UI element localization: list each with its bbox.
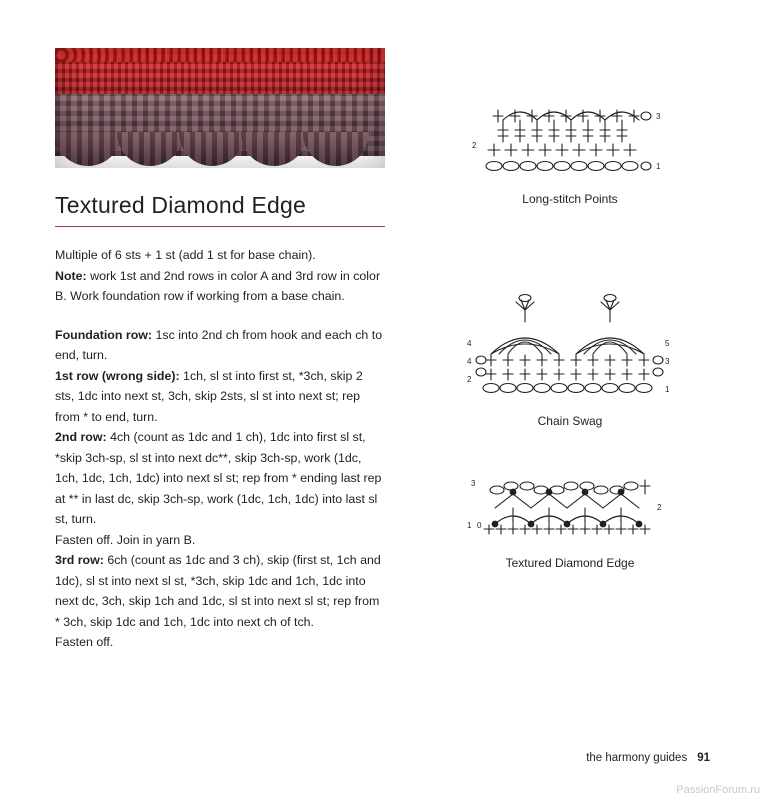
watermark: PassionForum.ru: [676, 784, 760, 796]
row-label-right-1: 1: [665, 385, 670, 394]
foundation-label: Foundation row:: [55, 327, 153, 342]
swatch-color-a-band: [55, 48, 385, 100]
instructions-body: [55, 245, 385, 653]
row-2-stitches: [498, 120, 627, 142]
diagram-caption-long-stitch-points: Long-stitch Points: [522, 192, 618, 206]
fasten-off-2: Fasten off.: [55, 635, 114, 649]
title-underline: [55, 226, 385, 227]
chain-swag-chart: [465, 242, 675, 402]
scallop: [303, 132, 369, 166]
page-footer: [586, 752, 710, 764]
row3-text: 6ch (count as 1dc and 3 ch), skip (first st, 1ch and 1dc), sl st into next sl st, *3ch, skip 1dc and 1ch, 1dc into next dc, 3ch, skip 1ch and 1dc, sl st into next sl st; rep from * 3ch, skip 1dc and 1ch, 1dc into next ch of tch.: [55, 553, 381, 629]
scallop: [241, 132, 307, 166]
base-chain-row: [483, 384, 652, 393]
side-chain-loops: [476, 356, 663, 376]
scallop: [179, 132, 245, 166]
crochet-sample-photo: [55, 48, 385, 168]
row1-label: 1st row (wrong side):: [55, 368, 180, 383]
row-label-right-1: 1: [656, 162, 661, 171]
page-title: Textured Diamond Edge: [55, 192, 306, 218]
note-paragraph: [55, 266, 385, 307]
row-2-fans: [495, 494, 639, 508]
row3-paragraph: [55, 550, 385, 632]
row2-paragraph: [55, 427, 385, 530]
row-label-left-1: 1: [467, 521, 472, 530]
swatch-scallop-row: [55, 132, 385, 168]
note-label: Note:: [55, 268, 87, 283]
row-3-stitches: [493, 110, 639, 122]
row-label-left-0: 0: [477, 521, 482, 530]
row-label-right-5: 5: [665, 339, 670, 348]
note-text: work 1st and 2nd rows in color A and 3rd row in color B. Work foundation row if working from a base chain.: [55, 268, 381, 303]
scallop: [55, 132, 121, 166]
fasten-off-1: Fasten off. Join in yarn B.: [55, 532, 196, 547]
long-stitch-points-chart: [470, 100, 670, 180]
diagram-caption-textured-diamond-edge: Textured Diamond Edge: [505, 556, 635, 570]
row-1-stitches: [488, 144, 636, 156]
row-1-stitches: [486, 369, 649, 380]
row-label-left-3: 3: [471, 479, 476, 488]
left-column: [55, 48, 385, 653]
scallop: [117, 132, 183, 166]
cluster-left: [516, 295, 534, 323]
footer-book-title: the harmony guides: [586, 752, 688, 764]
row-label-left-2: 2: [467, 375, 472, 384]
multiple-line: Multiple of 6 sts + 1 st (add 1 st for base chain).: [55, 248, 316, 262]
page-number: 91: [697, 752, 710, 764]
foundation-paragraph: [55, 325, 385, 366]
row3-label: 3rd row:: [55, 553, 104, 567]
right-column: [430, 100, 710, 570]
diagram-textured-diamond-edge: [430, 464, 710, 570]
row1-text: 1ch, sl st into first st, *3ch, skip 2 sts, 1dc into next st, 3ch, skip 2sts, sl st into next st; rep from * to end, turn.: [55, 368, 363, 424]
row-2-stitches: [486, 355, 649, 366]
row-label-right-3: 3: [665, 357, 670, 366]
diagram-caption-chain-swag: Chain Swag: [537, 414, 603, 428]
row-label-left-4a: 4: [467, 339, 472, 348]
diagram-chain-swag: [430, 242, 710, 428]
row-label-left-4b: 4: [467, 357, 472, 366]
row2-text: 4ch (count as 1dc and 1 ch), 1dc into first sl st, *skip 3ch-sp, sl st into next dc**, skip 3ch-sp, work (1dc, 1ch, 1dc, 1ch, 1dc) into next sl st; rep from * ending last rep at ** in last dc, skip 3ch-sp, work (1dc, 1ch, 1dc) into last sl st, turn.: [55, 430, 382, 526]
row1-paragraph: [55, 366, 385, 428]
row-label-right-3: 3: [656, 112, 661, 121]
row2-label: 2nd row:: [55, 430, 107, 444]
foundation-text: 1sc into 2nd ch from hook and each ch to end, turn.: [55, 327, 383, 362]
base-chain-row: [486, 162, 638, 171]
swag-arcs-right: [576, 338, 644, 354]
textured-diamond-edge-chart: [465, 464, 675, 544]
diagram-long-stitch-points: [430, 100, 710, 206]
row-label-right-2: 2: [657, 503, 662, 512]
row-label-left-2: 2: [472, 141, 477, 150]
swag-arcs-left: [491, 338, 559, 354]
cluster-right: [601, 295, 619, 323]
